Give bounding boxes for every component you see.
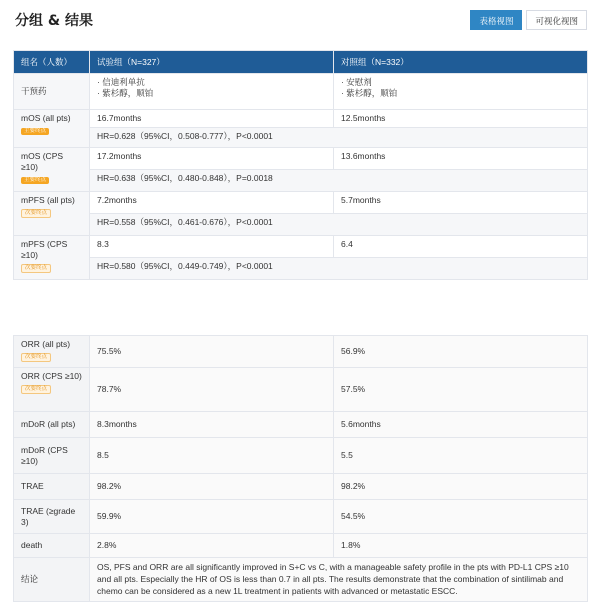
hazard-ratio: HR=0.638（95%CI，0.480-0.848），P=0.0018 bbox=[90, 170, 588, 192]
control-value: 13.6months bbox=[334, 148, 588, 170]
row-label: 干预药 bbox=[14, 74, 90, 110]
endpoint-name: mPFS (all pts) bbox=[21, 195, 75, 205]
experimental-value: 59.9% bbox=[90, 500, 334, 534]
endpoint-tag: 次要终点 bbox=[21, 264, 51, 273]
row-label: mDoR (all pts) bbox=[14, 412, 90, 438]
table-row bbox=[14, 368, 588, 412]
table-row bbox=[14, 148, 588, 170]
endpoint-name: mOS (CPS ≥10) bbox=[21, 151, 64, 172]
row-label: death bbox=[14, 534, 90, 558]
row-label: mDoR (CPS ≥10) bbox=[14, 438, 90, 474]
response-safety-table bbox=[13, 335, 588, 602]
table-row bbox=[14, 258, 588, 280]
conclusion-text: OS, PFS and ORR are all significantly improved in S+C vs C, with a manageable safety profile in the pts with PD-L1 CPS ≥10 and all pts. Especially the HR of OS is less than 0.7 in all pts. The results demonstrate that the combination of sintilimab and chemo can be considered as a new 1L treatment in patients with advanced or metastatic ESCC. bbox=[90, 558, 588, 602]
view-toggle bbox=[470, 10, 587, 30]
table-row bbox=[14, 110, 588, 128]
endpoint-tag: 主要终点 bbox=[21, 128, 49, 135]
control-value: 5.7months bbox=[334, 192, 588, 214]
experimental-value: 98.2% bbox=[90, 474, 334, 500]
control-value: 5.6months bbox=[334, 412, 588, 438]
table-view-button[interactable]: 表格视图 bbox=[470, 10, 522, 30]
table-header-row bbox=[14, 51, 588, 74]
column-header-experimental: 试验组（N=327） bbox=[90, 51, 334, 74]
table-row bbox=[14, 558, 588, 602]
experimental-value: 8.3months bbox=[90, 412, 334, 438]
table-row bbox=[14, 500, 588, 534]
section-title: 分组 & 结果 bbox=[15, 13, 93, 29]
table-row bbox=[14, 192, 588, 214]
drug-item: · 信迪利单抗 bbox=[97, 77, 145, 87]
column-header-group: 组名（人数） bbox=[14, 51, 90, 74]
row-label: TRAE bbox=[14, 474, 90, 500]
drug-item: · 安慰剂 bbox=[341, 77, 372, 87]
experimental-value: 8.5 bbox=[90, 438, 334, 474]
intervention-control bbox=[334, 74, 588, 110]
table-row bbox=[14, 236, 588, 258]
control-value: 12.5months bbox=[334, 110, 588, 128]
control-value: 1.8% bbox=[334, 534, 588, 558]
control-value: 57.5% bbox=[334, 368, 588, 412]
control-value: 5.5 bbox=[334, 438, 588, 474]
hazard-ratio: HR=0.580（95%CI，0.449-0.749），P<0.0001 bbox=[90, 258, 588, 280]
control-value: 56.9% bbox=[334, 336, 588, 368]
table-row bbox=[14, 336, 588, 368]
row-label bbox=[14, 368, 90, 412]
table-row bbox=[14, 214, 588, 236]
efficacy-table bbox=[13, 50, 588, 280]
row-label bbox=[14, 236, 90, 280]
endpoint-name: mPFS (CPS ≥10) bbox=[21, 239, 68, 260]
row-label: TRAE (≥grade 3) bbox=[14, 500, 90, 534]
table-row bbox=[14, 534, 588, 558]
intervention-experimental bbox=[90, 74, 334, 110]
experimental-value: 2.8% bbox=[90, 534, 334, 558]
experimental-value: 75.5% bbox=[90, 336, 334, 368]
chart-view-button[interactable]: 可视化视图 bbox=[526, 10, 587, 30]
conclusion-label: 结论 bbox=[14, 558, 90, 602]
endpoint-name: ORR (all pts) bbox=[21, 339, 71, 349]
row-label bbox=[14, 148, 90, 192]
control-value: 54.5% bbox=[334, 500, 588, 534]
experimental-value: 7.2months bbox=[90, 192, 334, 214]
endpoint-name: mOS (all pts) bbox=[21, 113, 71, 123]
endpoint-tag: 次要终点 bbox=[21, 353, 51, 362]
hazard-ratio: HR=0.628（95%CI，0.508-0.777），P<0.0001 bbox=[90, 128, 588, 148]
control-value: 6.4 bbox=[334, 236, 588, 258]
table-row bbox=[14, 128, 588, 148]
drug-item: · 紫杉醇，顺铂 bbox=[97, 88, 154, 98]
experimental-value: 17.2months bbox=[90, 148, 334, 170]
table-row bbox=[14, 438, 588, 474]
table-row bbox=[14, 474, 588, 500]
drug-item: · 紫杉醇，顺铂 bbox=[341, 88, 398, 98]
section-header bbox=[8, 0, 592, 40]
endpoint-name: ORR (CPS ≥10) bbox=[21, 371, 82, 381]
endpoint-tag: 次要终点 bbox=[21, 385, 51, 394]
row-label bbox=[14, 192, 90, 236]
row-label bbox=[14, 336, 90, 368]
row-label bbox=[14, 110, 90, 148]
table-row bbox=[14, 412, 588, 438]
experimental-value: 8.3 bbox=[90, 236, 334, 258]
experimental-value: 78.7% bbox=[90, 368, 334, 412]
hazard-ratio: HR=0.558（95%CI，0.461-0.676），P<0.0001 bbox=[90, 214, 588, 236]
endpoint-tag: 主要终点 bbox=[21, 177, 49, 184]
experimental-value: 16.7months bbox=[90, 110, 334, 128]
endpoint-tag: 次要终点 bbox=[21, 209, 51, 218]
column-header-control: 对照组（N=332） bbox=[334, 51, 588, 74]
table-row bbox=[14, 170, 588, 192]
control-value: 98.2% bbox=[334, 474, 588, 500]
table-row bbox=[14, 74, 588, 110]
